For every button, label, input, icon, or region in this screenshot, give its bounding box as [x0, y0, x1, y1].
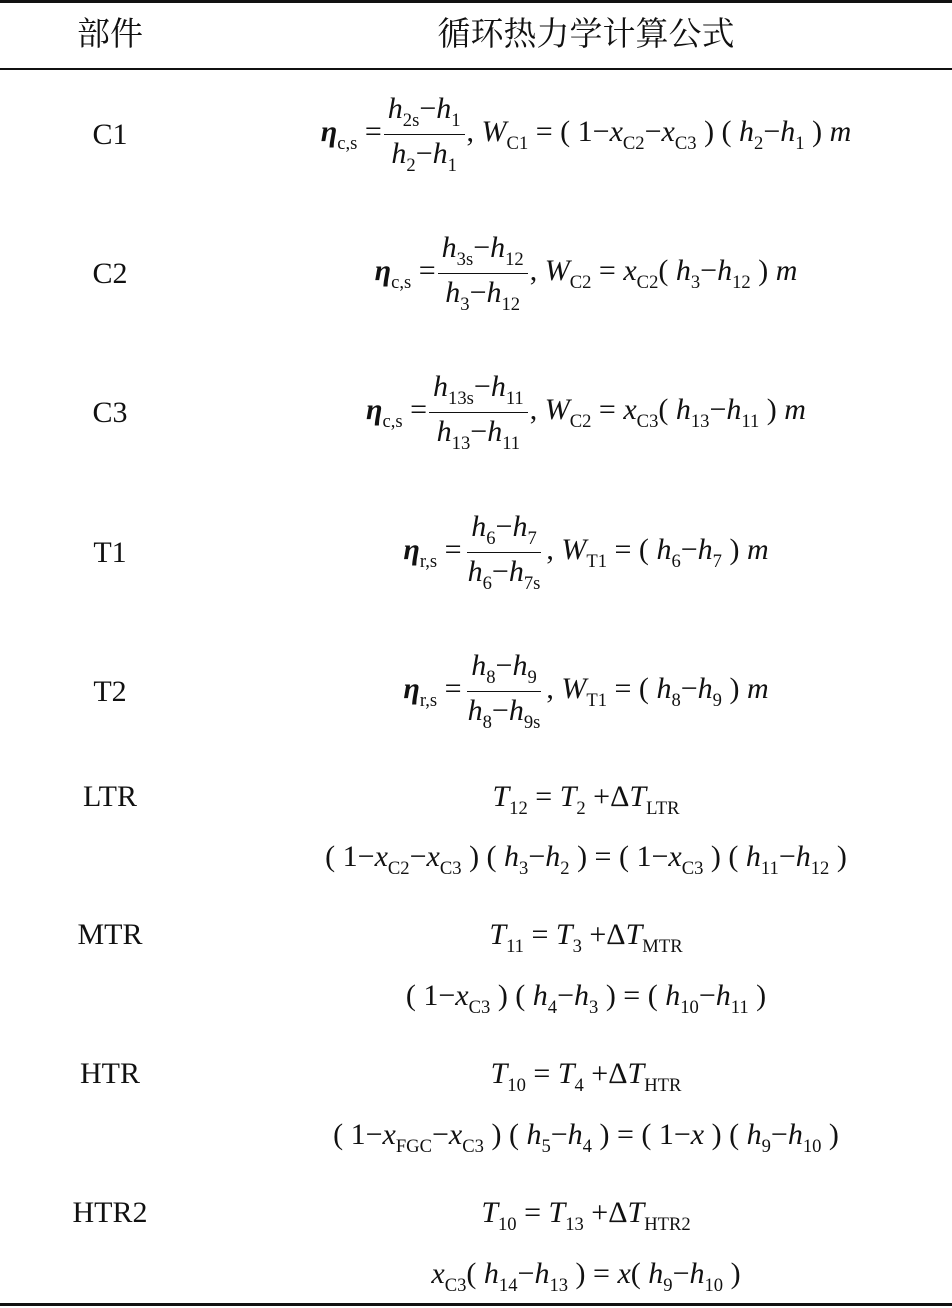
component-htr2: HTR2: [72, 1196, 148, 1229]
header-formula: 循环热力学计算公式: [437, 14, 735, 53]
formula-c2: $\eta_{c,s}$ = $\frac{h_{3s}-h_{12}}{h_3-h_{12}}$ , $W_{C2} = x_{C2}$( $h_3-h_{12}$ ) m: [374, 231, 798, 315]
component-mtr: MTR: [77, 918, 143, 951]
formula-c1: $\eta_{c,s}$ = $\frac{h_{2s}-h_1}{h_2-h_1}$ , $W_{C1}$ = ( $1-x_{C2}-x_{C3}$ ) ( $h_2-h_1$ ) m: [320, 92, 852, 176]
formula-htr-energy: ( $1-x_{FGC}-x_{C3}$ ) ( $h_5-h_4$ ) = ( 1−x ) ( $h_9-h_{10}$ ): [333, 1118, 839, 1157]
formula-c3: $\eta_{c,s}$ = $\frac{h_{13s}-h_{11}}{h_{13}-h_{11}}$ , $W_{C2} = x_{C3}$( $h_{13}-h_{11}$ ) m: [366, 370, 806, 454]
component-c1: C1: [92, 118, 128, 151]
formula-t2: $\eta_{r,s}$ = $\frac{h_8-h_9}{h_8-h_{9s}}$ , $W_{T1}$ = ( $h_8-h_9$ ) m: [403, 649, 769, 733]
formula-ltr-temp: $T_{12} = T_2 +\Delta T_{LTR}$: [492, 780, 680, 819]
component-ltr: LTR: [83, 780, 137, 813]
component-t2: T2: [93, 675, 127, 708]
component-t1: T1: [93, 536, 127, 569]
formula-mtr-temp: $T_{11} = T_3 +\Delta T_{MTR}$: [489, 918, 683, 957]
header-rule: [0, 68, 952, 70]
formula-htr-temp: $T_{10} = T_4 +\Delta T_{HTR}$: [490, 1057, 682, 1096]
formula-htr2-energy: $x_{C3}$( $h_{14}-h_{13}$ ) = x( $h_9-h_{10}$ ): [431, 1257, 741, 1296]
formula-ltr-energy: ( $1-x_{C2}-x_{C3}$ ) ( $h_3-h_2$ ) = ( $1-x_{C3}$ ) ( $h_{11}-h_{12}$ ): [325, 840, 847, 879]
formula-t1: $\eta_{r,s}$ = $\frac{h_6-h_7}{h_6-h_{7s}}$ , $W_{T1}$ = ( $h_6-h_7$ ) m: [403, 510, 769, 594]
bottom-rule: [0, 1303, 952, 1306]
component-c2: C2: [92, 257, 128, 290]
formula-mtr-energy: ( $1-x_{C3}$ ) ( $h_4-h_3$ ) = ( $h_{10}-h_{11}$ ): [405, 979, 767, 1018]
component-c3: C3: [92, 396, 128, 429]
component-htr: HTR: [80, 1057, 140, 1090]
formula-htr2-temp: $T_{10} = T_{13} +\Delta T_{HTR2}$: [481, 1196, 691, 1235]
header-component: 部件: [77, 14, 143, 53]
